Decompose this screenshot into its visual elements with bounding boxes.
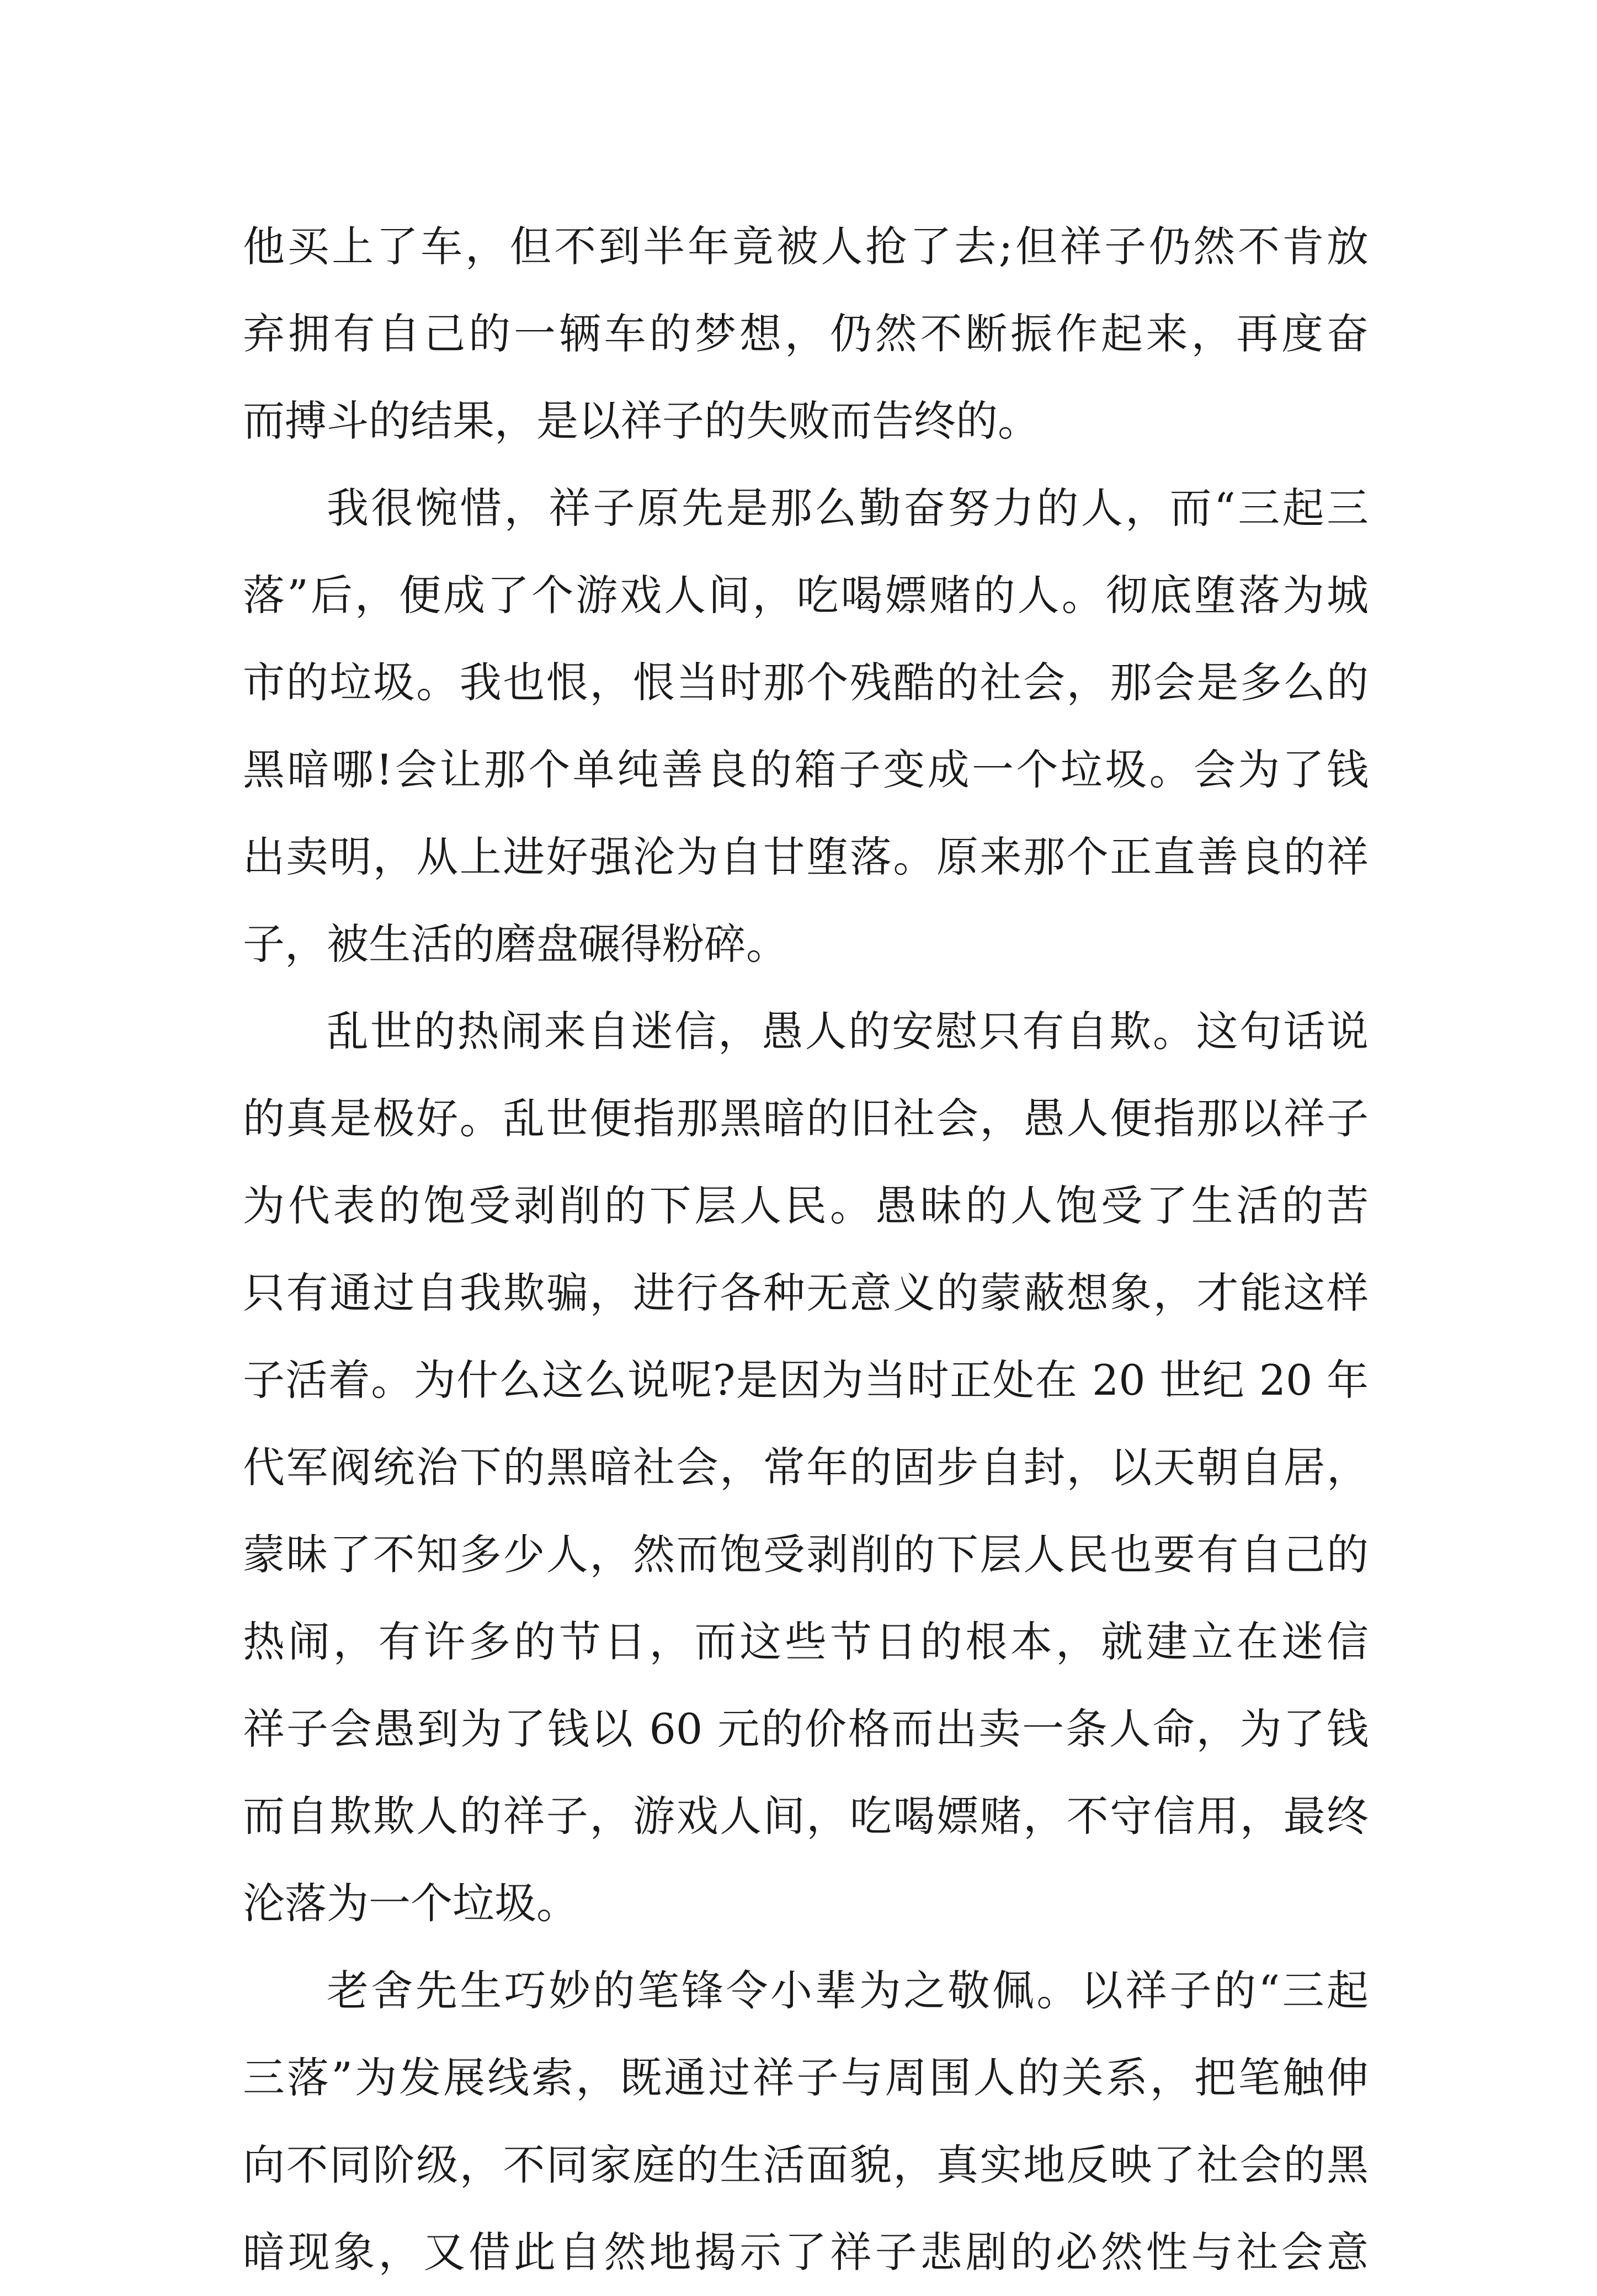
text-line: 而搏斗的结果，是以祥子的失败而告终的。 [243, 396, 1040, 445]
text-line: 向不同阶级，不同家庭的生活面貌，真实地反映了社会的黑 [243, 2140, 1369, 2189]
text-line: 暗现象，又借此自然地揭示了祥子悲剧的必然性与社会意 [243, 2228, 1369, 2277]
text-line: 为代表的饱受剥削的下层人民。愚昧的人饱受了生活的苦 [243, 1181, 1369, 1230]
text-line: 落”后，便成了个游戏人间，吃喝嫖赌的人。彻底堕落为城 [243, 571, 1369, 620]
text-line: 只有通过自我欺骗，进行各种无意义的蒙蔽想象，才能这样 [243, 1268, 1369, 1317]
text-line: 市的垃圾。我也恨，恨当时那个残酷的社会，那会是多么的 [243, 658, 1369, 707]
text-line: 子活着。为什么这么说呢?是因为当时正处在 20 世纪 20 年 [243, 1356, 1369, 1405]
text-line: 的真是极好。乱世便指那黑暗的旧社会，愚人便指那以祥子 [243, 1094, 1369, 1143]
text-line: 出卖明，从上进好强沦为自甘堕落。原来那个正直善良的祥 [243, 832, 1369, 881]
text-line: 代军阀统治下的黑暗社会，常年的固步自封，以天朝自居， [243, 1443, 1369, 1492]
text-line: 他买上了车，但不到半年竟被人抢了去;但祥子仍然不肯放 [243, 222, 1369, 271]
text-line: 热闹，有许多的节日，而这些节日的根本，就建立在迷信 [243, 1617, 1369, 1666]
text-line: 而自欺欺人的祥子，游戏人间，吃喝嫖赌，不守信用，最终 [243, 1792, 1369, 1841]
text-line: 黑暗哪!会让那个单纯善良的箱子变成一个垃圾。会为了钱 [243, 745, 1369, 794]
text-line: 沦落为一个垃圾。 [243, 1879, 578, 1928]
text-line: 祥子会愚到为了钱以 60 元的价格而出卖一条人命，为了钱 [243, 1704, 1369, 1753]
body-text [243, 203, 1369, 2296]
text-line: 老舍先生巧妙的笔锋令小辈为之敬佩。以祥子的“三起 [327, 1966, 1369, 2015]
text-line: 蒙昧了不知多少人，然而饱受剥削的下层人民也要有自己的 [243, 1530, 1369, 1579]
text-line: 三落”为发展线索，既通过祥子与周围人的关系，把笔触伸 [243, 2053, 1369, 2102]
text-line: 子，被生活的磨盘碾得粉碎。 [243, 920, 788, 969]
text-line: 我很惋惜，祥子原先是那么勤奋努力的人，而“三起三 [327, 483, 1369, 533]
text-line: 乱世的热闹来自迷信，愚人的安慰只有自欺。这句话说 [327, 1007, 1369, 1056]
text-line: 弃拥有自己的一辆车的梦想，仍然不断振作起来，再度奋 [243, 309, 1369, 358]
